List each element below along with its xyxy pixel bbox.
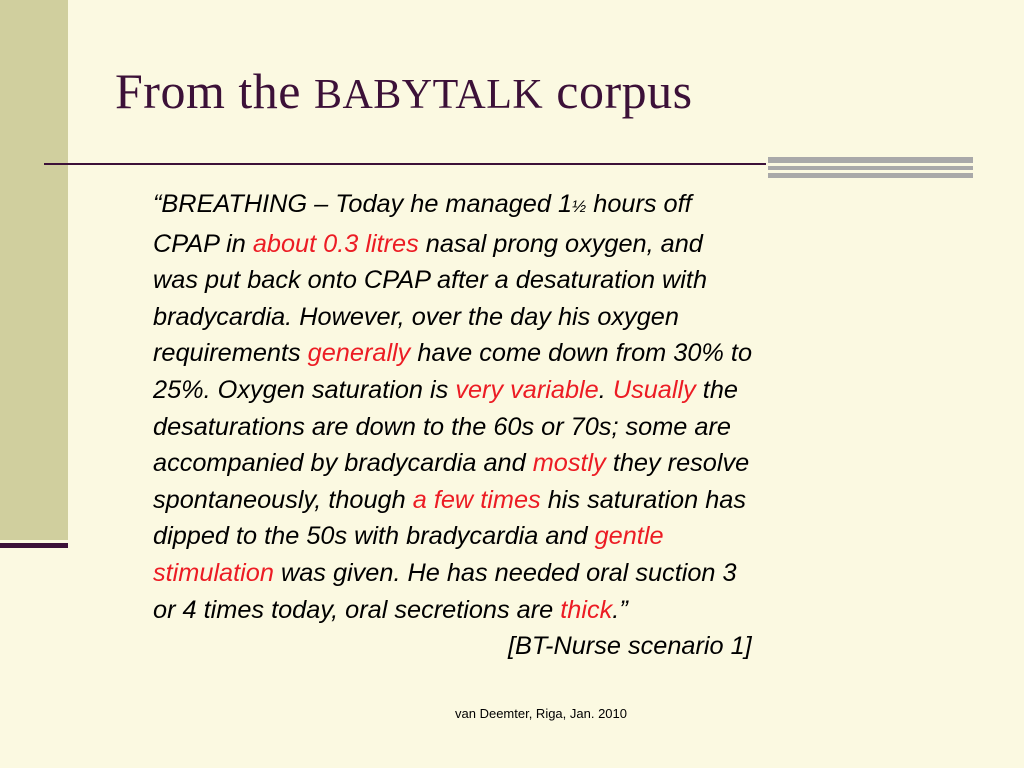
- quote-line: [153, 372, 973, 409]
- quote-text: or 4 times today, oral secretions are: [153, 595, 561, 624]
- quote-text: requirements: [153, 339, 308, 368]
- quote-line: [153, 482, 973, 519]
- quote-text: his saturation has: [540, 485, 746, 514]
- quote-text: “BREATHING – Today he managed 1: [153, 190, 573, 218]
- quote-line: [153, 592, 973, 629]
- quote-text: was given. He has needed oral suction 3: [273, 558, 737, 587]
- hedge-highlight: gentle: [594, 522, 664, 551]
- decorative-bar: [768, 157, 973, 163]
- quote-line: [153, 445, 973, 482]
- hedge-highlight: very variable: [455, 375, 599, 404]
- quote-block: [153, 186, 973, 665]
- decorative-bar: [768, 173, 973, 178]
- quote-line: [153, 262, 973, 299]
- decorative-bar: [768, 166, 973, 170]
- quote-text: CPAP in: [153, 229, 253, 258]
- quote-text: bradycardia. However, over the day his oxygen: [153, 302, 679, 331]
- title-prefix: From the: [115, 63, 314, 119]
- hedge-highlight: generally: [307, 339, 411, 368]
- quote-text: the: [695, 375, 738, 404]
- quote-fraction: ½: [572, 197, 587, 216]
- quote-line: [153, 518, 973, 555]
- quote-text: .”: [612, 595, 628, 624]
- hedge-highlight: mostly: [532, 449, 606, 478]
- left-decorative-band: [0, 0, 68, 540]
- quote-text: .: [598, 375, 613, 404]
- decorative-bars: [768, 157, 973, 179]
- quote-text: accompanied by bradycardia and: [153, 449, 533, 478]
- title-divider: [44, 163, 766, 165]
- left-band-accent-line: [0, 543, 68, 548]
- hedge-highlight: stimulation: [153, 558, 274, 587]
- quote-line: [153, 186, 973, 226]
- quote-text: hours off: [586, 190, 692, 218]
- quote-text: desaturations are down to the 60s or 70s; some are: [153, 412, 731, 441]
- title-suffix: corpus: [543, 63, 693, 119]
- quote-line: [153, 299, 973, 336]
- hedge-highlight: about 0.3 litres: [252, 229, 419, 258]
- quote-text: have come down from 30% to: [410, 339, 753, 368]
- hedge-highlight: thick: [560, 595, 613, 624]
- quote-text: nasal prong oxygen, and: [418, 229, 703, 258]
- slide-title: [115, 62, 693, 120]
- quote-line: [153, 555, 973, 592]
- quote-text: spontaneously, though: [153, 485, 413, 514]
- quote-text: 25%. Oxygen saturation is: [153, 375, 456, 404]
- quote-text: they resolve: [605, 449, 750, 478]
- quote-text: dipped to the 50s with bradycardia and: [153, 522, 595, 551]
- quote-line: [153, 409, 973, 446]
- hedge-highlight: Usually: [612, 375, 696, 404]
- quote-source: [BT-Nurse scenario 1]: [508, 632, 752, 661]
- hedge-highlight: a few times: [412, 485, 541, 514]
- slide-footer: van Deemter, Riga, Jan. 2010: [455, 706, 627, 721]
- quote-line: [153, 226, 973, 263]
- title-babytalk: BABYTALK: [313, 72, 544, 118]
- quote-line: [153, 335, 973, 372]
- quote-text: was put back onto CPAP after a desaturation with: [153, 266, 708, 295]
